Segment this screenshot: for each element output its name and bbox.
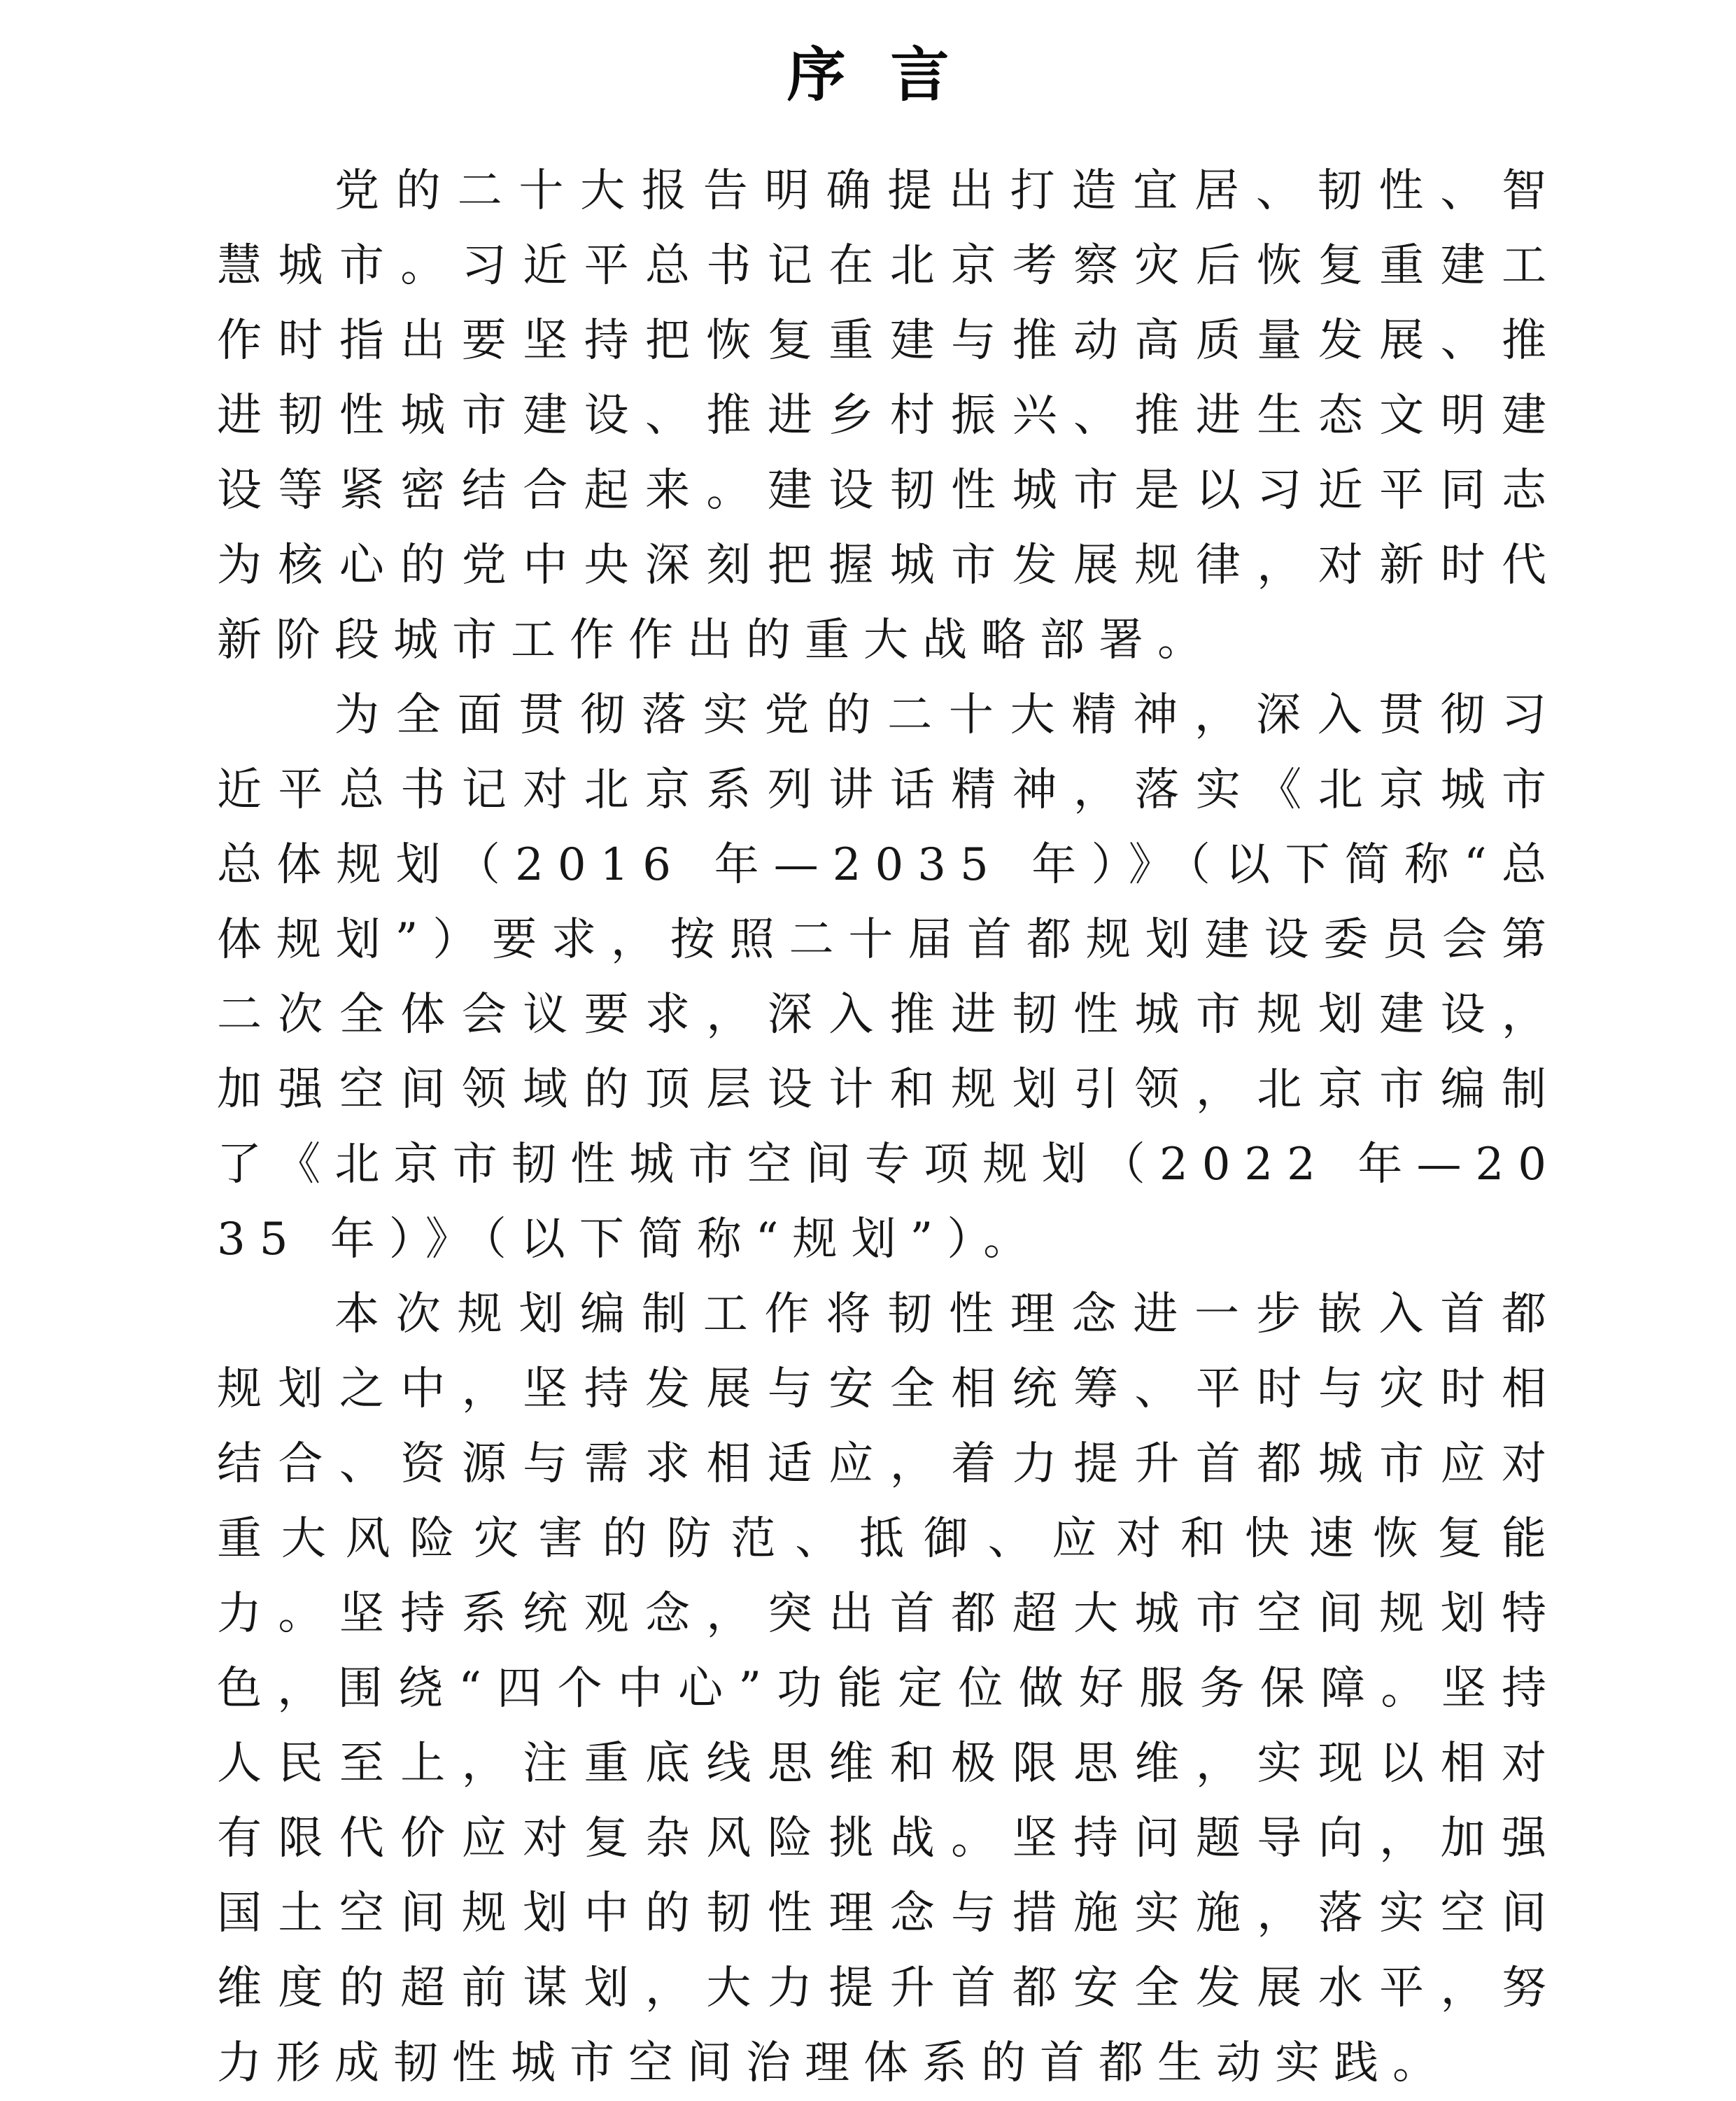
paragraph-2: 为全面贯彻落实党的二十大精神，深入贯彻习近平总书记对北京系列讲话精神，落实《北京城市总体规划（2016 年—2035 年）》（以下简称“总体规划”）要求，按照二十届首都规划建设委员会第二次全体会议要求，深入推进韧性城市规划建设，加强空间领域的顶层设计和规划引领，北京市编制了《北京市韧性城市空间专项规划（2022 年—2035 年）》（以下简称“规划”）。 [217,689,1560,1265]
paragraph-1: 党的二十大报告明确提出打造宜居、韧性、智慧城市。习近平总书记在北京考察灾后恢复重建工作时指出要坚持把恢复重建与推动高质量发展、推进韧性城市建设、推进乡村振兴、推进生态文明建设等紧密结合起来。建设韧性城市是以习近平同志为核心的党中央深刻把握城市发展规律，对新时代新阶段城市工作作出的重大战略部署。 [217,165,1560,666]
page-title: 序言 [786,41,994,109]
paragraph-3: 本次规划编制工作将韧性理念进一步嵌入首都规划之中，坚持发展与安全相统筹、平时与灾时相结合、资源与需求相适应，着力提升首都城市应对重大风险灾害的防范、抵御、应对和快速恢复能力。坚持系统观念，突出首都超大城市空间规划特色，围绕“四个中心”功能定位做好服务保障。坚持人民至上，注重底线思维和极限思维，实现以相对有限代价应对复杂风险挑战。坚持问题导向，加强国土空间规划中的韧性理念与措施实施，落实空间维度的超前谋划，大力提升首都安全发展水平，努力形成韧性城市空间治理体系的首都生动实践。 [217,1288,1560,2089]
document-body [217,154,1560,2101]
